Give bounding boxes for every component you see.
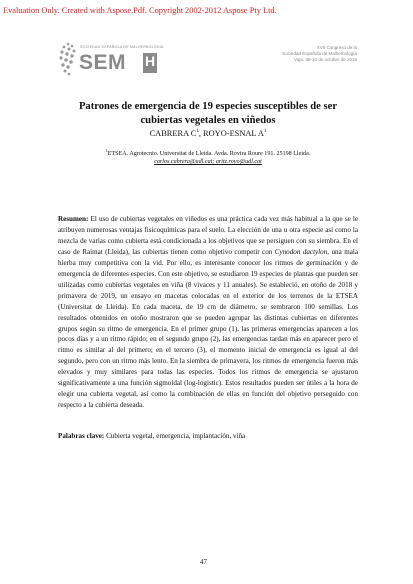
author-list <box>58 129 358 138</box>
logo-badge <box>143 53 157 73</box>
species-name: Cynodon dactylon <box>274 247 328 256</box>
keywords <box>58 431 358 441</box>
logo-badge-letter: H <box>144 53 156 69</box>
conference-line-3: Vigo, 08-10 de octubre de 2019 <box>294 57 357 63</box>
author-1: CABRERA C <box>149 129 197 138</box>
leaf-dots-icon <box>57 41 79 79</box>
affiliation <box>58 147 358 166</box>
conference-info <box>282 45 357 64</box>
logo-tagline: SOCIEDAD ESPAÑOLA DE MALHERBOLOGIA <box>80 45 164 49</box>
abstract-label: Resumen: <box>58 215 89 223</box>
abstract <box>58 214 358 411</box>
author-emails[interactable]: carlos.cabrera@udl.cat; aritz.royo@udl.cat <box>154 159 262 166</box>
affiliation-sup: 1 <box>105 148 108 153</box>
conference-line-2: Sociedad Española de Malherbología <box>282 51 357 57</box>
conference-line-1: XVII Congreso de la <box>316 45 357 50</box>
abstract-text-1: El uso de cubiertas vegetales en viñedos es una práctica cada vez más habitual a la que se le atribuyen numerosas ventajas fisicoquímicas para el suelo. La elección de una u otra especie así como la mezcla de varias como cubierta está condicionada a los objetivos que se persiguen con su siembra. En el caso de Raimat (Lleida), las cubiertas tienen como objetivo competir con <box>58 215 358 256</box>
semh-logo <box>57 41 177 81</box>
paper-title: Patrones de emergencia de 19 especies susceptibles de ser cubiertas vegetales en viñedos <box>78 101 338 126</box>
author-2: , ROYO-ESNAL A <box>198 129 264 138</box>
page-number: 47 <box>200 558 207 566</box>
keywords-text: Cubierta vegetal, emergencia, implantación, viña <box>104 432 246 440</box>
logo-name: SEM <box>79 51 127 74</box>
keywords-label: Palabras clave: <box>58 432 105 440</box>
author-1-affil-sup: 1 <box>196 129 199 135</box>
abstract-text-2: , una mala hierba muy competitiva con la vid. Por ello, es interesante conocer los ritmos de germinación y de emergencia de diferentes especies. Con este objetivo, se estudiaron 19 especies de plantas que pueden ser utilizadas como cubiertas vegetales en viña (8 vivaces y 11 anuales). Se estableció, en otoño de 2018 y primavera de 2019, un ensayo en macetas colocadas en el exterior de los terrenos de la ETSEA (Universitat de Lleida). En cada maceta, de 19 cm de diámetro, se sembraron 100 semillas. Los resultados obtenidos en otoño mostraron que se pueden agrupar las distintas cubiertas en diferentes grupos según su ritmo de emergencia. En el primer grupo (1), las primeras emergencias aparecen a los pocos días y a un ritmo rápido; en el segundo grupo (2), las emergencias tardan más en aparecer pero el ritmo es similar al del primero; en el tercero (3), el momento inicial de emergencia es igual al del segundo, pero con un ritmo más lento. En la siembra de primavera, los ritmos de emergencia fueron más elevados y muy similares para todas las especies. Todos los ritmos de emergencia se ajustaron significativamente a una función sigmoidal (log-logistic). Estos resultados pueden ser útiles a la hora de elegir una cubierta vegetal, así como la combinación de ellas en función del objetivo perseguido con respecto a la cubierta deseada. <box>58 247 358 410</box>
affiliation-text: ETSEA. Agrotecnio. Universitat de Lleida. Avda. Rovira Roure 191. 25198 Lleida. <box>107 151 311 158</box>
watermark-text: Evaluation Only. Created with Aspose.Pdf. Copyright 2002-2012 Aspose Pty Ltd. <box>3 6 277 15</box>
author-2-affil-sup: 1 <box>263 129 267 135</box>
